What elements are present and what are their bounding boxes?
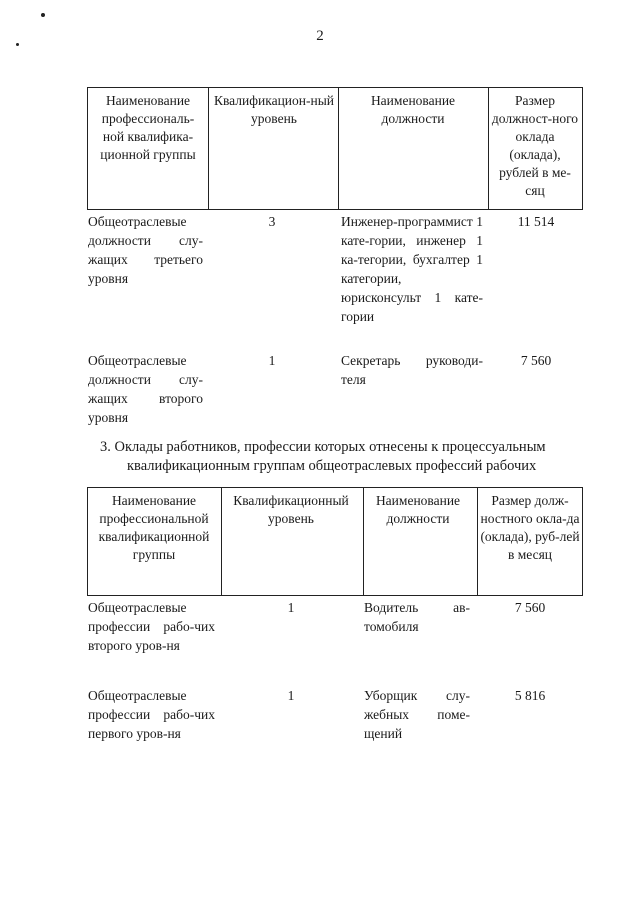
table1-row2-group: Общеотраслевые должности слу-жащих второго уровня <box>88 353 203 425</box>
table2-row2-group: Общеотраслевые профессии рабо-чих первого уров-ня <box>88 688 215 741</box>
table1-row1-level: 3 <box>268 214 276 229</box>
table2-row1-level: 1 <box>287 600 295 615</box>
table2-header-group: Наименование профессиональной квалификационной группы <box>98 493 210 562</box>
table1-row2-position: Секретарь руководи-теля <box>341 353 483 387</box>
table2-header-level: Квалификационный уровень <box>233 493 349 526</box>
table1-row2-level: 1 <box>268 353 276 368</box>
table2-row1-group: Общеотраслевые профессии рабо-чих второго уров-ня <box>88 600 215 653</box>
table1-header-salary: Размер должност-ного оклада (оклада), рублей в ме-сяц <box>491 93 579 198</box>
section3-title <box>100 438 590 476</box>
table2-row1-salary: 7 560 <box>514 600 546 615</box>
table2-header-position: Наименование должности <box>375 493 461 526</box>
table2-header-salary: Размер долж-ностного окла-да (оклада), руб-лей в месяц <box>480 493 580 562</box>
table1-row1-position: Инженер-программист 1 кате-гории, инженер 1 ка-тегории, бухгалтер 1 категории, юрисконсульт 1 кате-гории <box>341 214 483 324</box>
table1-header-level: Квалификацион-ный уровень <box>213 93 335 126</box>
table1-header-position: Наименование должности <box>370 93 456 126</box>
table1-row1-salary: 11 514 <box>517 214 555 229</box>
page-number: 2 <box>316 28 324 44</box>
table2-row1-position: Водитель ав-томобиля <box>364 600 470 634</box>
table1-header-group: Наименование профессиональ-ной квалифика-ционной группы <box>100 93 196 162</box>
table1-row1-group: Общеотраслевые должности слу-жащих третьего уровня <box>88 214 203 286</box>
table2-row2-salary: 5 816 <box>514 688 546 703</box>
table1-row2-salary: 7 560 <box>520 353 552 368</box>
table2-row2-position: Уборщик слу-жебных поме-щений <box>364 688 470 741</box>
scan-speck <box>41 13 45 17</box>
section3-title-line1: 3. Оклады работников, профессии которых отнесены к процессуальным <box>100 439 546 455</box>
section3-title-line2: квалификационным группам общеотраслевых профессий рабочих <box>127 458 537 474</box>
table2-row2-level: 1 <box>287 688 295 703</box>
